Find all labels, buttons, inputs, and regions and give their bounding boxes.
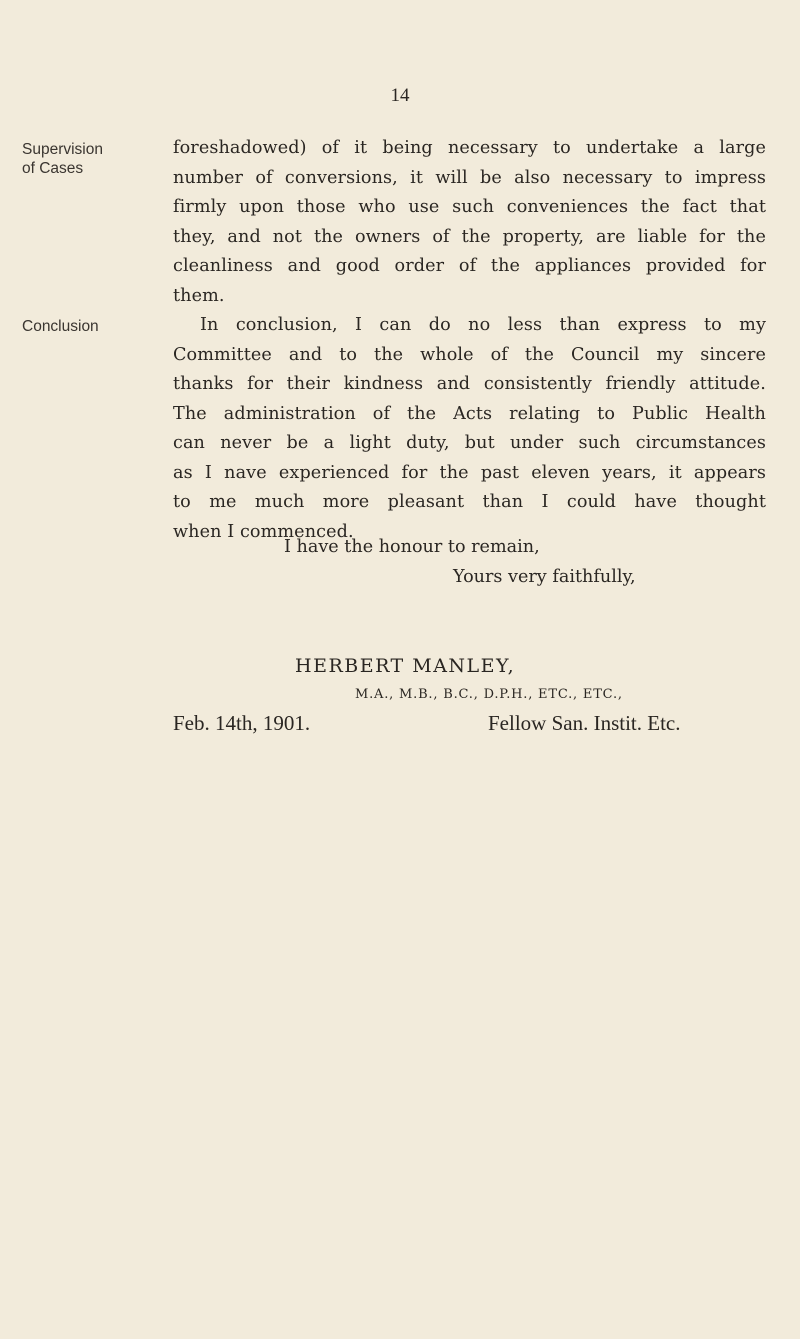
paragraph-line: foreshadowed) of it being necessary to undertake a large [173,138,766,158]
closing-yours: Yours very faithfully, [453,567,636,587]
margin-note-supervision [22,140,152,178]
paragraph-line: they, and not the owners of the property, are liable for the [173,226,766,247]
paragraph-line: when I commenced. [173,521,354,542]
signature-fellowship: Fellow San. Instit. Etc. [488,711,681,735]
paragraph-supervision [173,134,766,311]
paragraph-line: Committee and to the whole of the Council my sincere [173,344,766,365]
paragraph-line: to me much more pleasant than I could have thought [173,492,766,512]
paragraph-line: them. [173,285,225,306]
margin-note-supervision-line2: of Cases [22,160,84,177]
page-number: 14 [390,85,410,106]
paragraph-line: cleanliness and good order of the appliances provided for [173,256,766,276]
paragraph-conclusion [173,311,766,547]
paragraph-line: In conclusion, I can do no less than express to my [200,315,766,335]
paragraph-line: number of conversions, it will be also necessary to impress [173,167,766,188]
letter-date: Feb. 14th, 1901. [173,711,311,735]
margin-note-conclusion: Conclusion [22,318,99,335]
paragraph-line: thanks for their kindness and consistently friendly attitude. [173,374,766,394]
paragraph-line: as I nave experienced for the past eleven years, it appears [173,462,766,483]
margin-note-supervision-line1: Supervision [22,141,103,158]
paragraph-line: can never be a light duty, but under such circumstances [173,433,766,453]
signature-degrees: M.A., M.B., B.C., D.P.H., ETC., ETC., [355,687,623,702]
signature-name: HERBERT MANLEY, [295,655,516,677]
paragraph-line: firmly upon those who use such conveniences the fact that [173,197,766,217]
closing-remain: I have the honour to remain, [284,537,540,557]
paragraph-line: The administration of the Acts relating to Public Health [173,403,766,424]
